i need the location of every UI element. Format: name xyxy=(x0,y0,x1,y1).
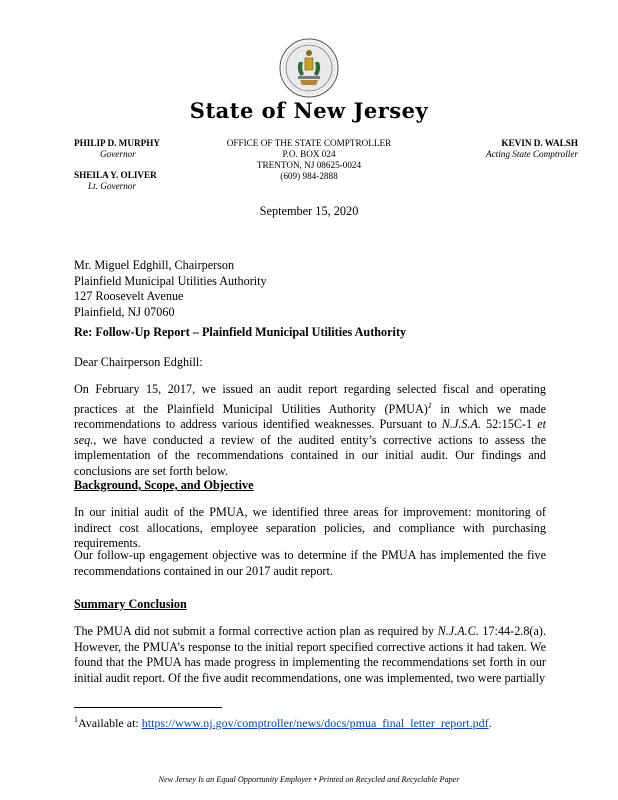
footnote-divider xyxy=(74,707,222,708)
state-seal-logo xyxy=(279,38,339,98)
recipient-line: Mr. Miguel Edghill, Chairperson xyxy=(74,258,235,272)
lt-governor-title: Lt. Governor xyxy=(88,181,136,191)
footnote-link[interactable]: https://www.nj.gov/comptroller/news/docs/pmua_final_letter_report.pdf xyxy=(141,716,489,730)
footnote-mark: 1 xyxy=(74,715,78,724)
recipient-address xyxy=(74,258,267,320)
subject-line: Re: Follow-Up Report – Plainfield Municipal Utilities Authority xyxy=(74,325,407,339)
governor-title: Governor xyxy=(100,149,136,159)
state-name-heading: State of New Jersey xyxy=(189,98,429,123)
section-heading-background: Background, Scope, and Objective xyxy=(74,478,254,492)
office-phone: (609) 984-2888 xyxy=(280,171,338,181)
footnote-reference[interactable]: 1 xyxy=(427,400,432,410)
paragraph-objective: Our follow-up engagement objective was to determine if the PMUA has implemented the five recommendations contained in our 2017 audit report. xyxy=(74,548,546,578)
office-po-box: P.O. BOX 024 xyxy=(282,149,336,159)
footnote: $^1$Available at: https://www.nj.gov/comptroller/news/docs/pmua_final_letter_report.pdf. xyxy=(74,715,492,730)
salutation: Dear Chairperson Edghill: xyxy=(74,355,203,369)
office-name: OFFICE OF THE STATE COMPTROLLER xyxy=(226,138,392,148)
recipient-line: Plainfield, NJ 07060 xyxy=(74,304,175,319)
recipient-line: 127 Roosevelt Avenue xyxy=(74,289,184,304)
section-heading-summary: Summary Conclusion xyxy=(74,597,187,611)
page-footer: New Jersey Is an Equal Opportunity Employer • Printed on Recycled and Recyclable Paper xyxy=(158,775,460,784)
comptroller-name: KEVIN D. WALSH xyxy=(501,138,578,148)
governor-name: PHILIP D. MURPHY xyxy=(74,138,161,148)
paragraph-background: In our initial audit of the PMUA, we identified three areas for improvement: monitoring of indirect cost allocations, employee separation policies, and compliance with purchasing requirements. xyxy=(74,505,546,551)
paragraph-summary: The PMUA did not submit a formal corrective action plan as required by N.J.A.C. 17:44-2.8(a). However, the PMUA’s response to the initial report specified corrective actions it had taken. We found that the PMUA has made progress in implementing the recommendations set forth in our initial audit report. Of the five audit recommendations, one was implemented, two were partially xyxy=(74,624,546,685)
letter-date: September 15, 2020 xyxy=(259,204,359,218)
comptroller-title: Acting State Comptroller xyxy=(485,149,578,159)
lt-governor-name: SHEILA Y. OLIVER xyxy=(74,170,157,180)
paragraph-intro: On February 15, 2017, we issued an audit report regarding selected fiscal and operating practices at the Plainfield Municipal Utilities Authority (PMUA)$^1$ in which we made recommendations to address various identified weaknesses. Pursuant to N.J.S.A. 52:15C-1 et seq., we have conducted a review of the audited entity’s corrective actions to assess the implementation of the recommendations contained in our initial audit. Our findings and conclusions are set forth below. xyxy=(74,382,546,479)
recipient-line: Plainfield Municipal Utilities Authority xyxy=(74,273,267,288)
comptroller-block xyxy=(486,138,578,160)
office-city: TRENTON, NJ 08625-0024 xyxy=(256,160,362,170)
